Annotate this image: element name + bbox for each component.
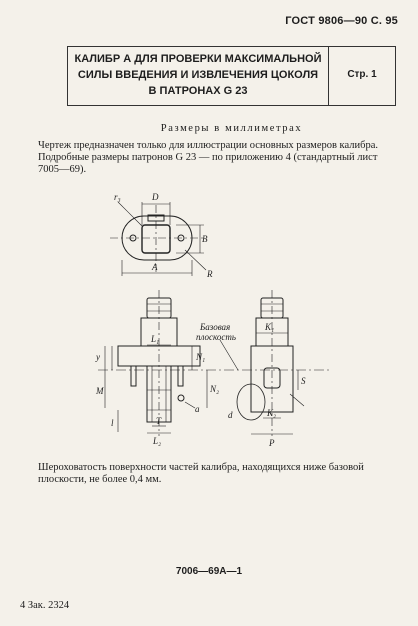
paragraph-1: Чертеж предназначен только для иллюстрации основных размеров калибра.	[38, 140, 378, 151]
page-label: Стр. 1	[347, 69, 377, 80]
label-L2: L₂	[153, 436, 162, 446]
roughness-paragraph: Шероховатость поверхности частей калибра, находящихся ниже базовой плоскости, не более 0,4 мм.	[38, 462, 364, 485]
sheet-number: 7006—69А—1	[175, 566, 243, 577]
label-base-plane-1: Базовая	[200, 322, 231, 332]
label-S: S	[301, 376, 306, 386]
label-base-plane-2: плоскость	[196, 332, 236, 342]
label-D: D	[152, 192, 159, 202]
document-title	[68, 51, 328, 99]
detail-a-hole	[178, 395, 184, 401]
label-R: R	[207, 269, 213, 279]
leader-a	[185, 402, 195, 408]
label-B: B	[202, 234, 208, 244]
label-K1: K₁	[265, 322, 275, 332]
label-d: d	[228, 410, 233, 420]
title-line-3: В ПАТРОНАХ G 23	[148, 85, 248, 97]
title-line-1: КАЛИБР А ДЛЯ ПРОВЕРКИ МАКСИМАЛЬНОЙ	[74, 53, 322, 65]
label-l: l	[111, 418, 114, 428]
label-L1: L₁	[151, 334, 160, 344]
paragraph-2: Подробные размеры патронов G 23 — по приложению 4 (стандартный лист 7005—69).	[38, 152, 378, 175]
label-T: T	[156, 416, 162, 426]
standard-header: ГОСТ 9806—90 С. 95	[285, 15, 398, 27]
label-N2: N₂	[210, 384, 220, 394]
title-block	[67, 46, 396, 106]
units-note: Размеры в миллиметрах	[160, 123, 303, 134]
order-number: 4 Зак. 2324	[20, 600, 70, 611]
label-r3: r₃	[114, 192, 121, 202]
leader-base-plane	[220, 340, 238, 370]
leader-e	[290, 394, 304, 406]
leader-r3	[118, 202, 142, 226]
front-view-right-pin	[178, 366, 183, 386]
front-view-left-pin	[131, 366, 136, 386]
label-N1: N₁	[196, 352, 206, 362]
label-A: A	[152, 262, 158, 272]
label-K2: K₂	[267, 408, 277, 418]
title-line-2: СИЛЫ ВВЕДЕНИЯ И ИЗВЛЕЧЕНИЯ ЦОКОЛЯ	[77, 69, 319, 81]
intro-paragraph	[38, 140, 398, 176]
label-a: a	[195, 404, 200, 414]
label-y: y	[96, 352, 100, 362]
label-P: P	[269, 438, 275, 448]
gauge-drawing	[0, 180, 418, 450]
label-M: M	[96, 386, 104, 396]
